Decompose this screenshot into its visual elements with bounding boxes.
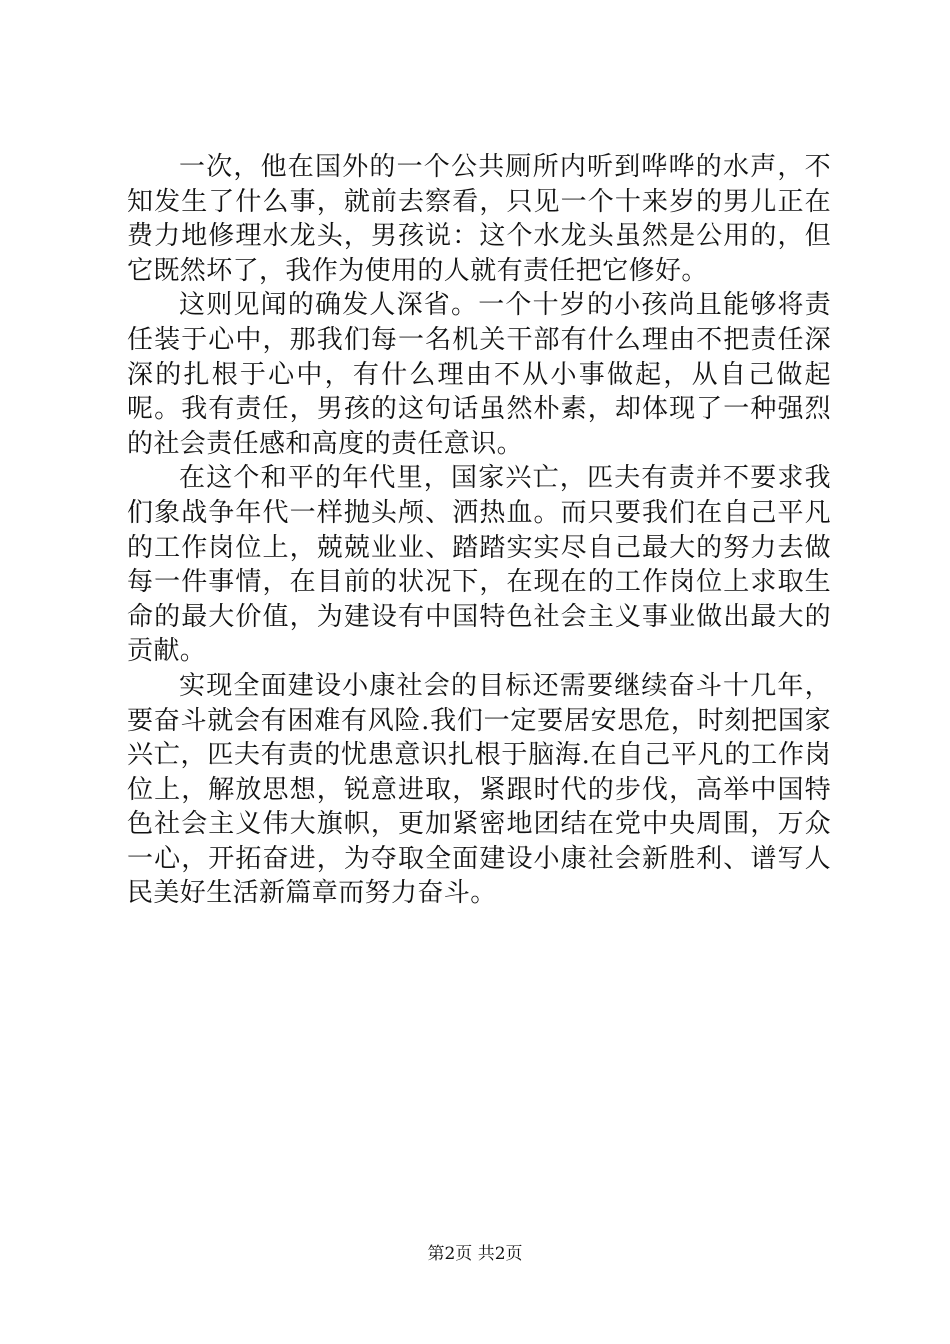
document-body bbox=[127, 150, 831, 911]
paragraph-3: 在这个和平的年代里，国家兴亡，匹夫有责并不要求我们象战争年代一样抛头颅、洒热血。而只要我们在自己平凡的工作岗位上，兢兢业业、踏踏实实尽自己最大的努力去做每一件事情，在目前的状况下，在现在的工作岗位上求取生命的最大价值，为建设有中国特色社会主义事业做出最大的贡献。 bbox=[127, 463, 831, 667]
paragraph-1: 一次，他在国外的一个公共厕所内听到哗哗的水声，不知发生了什么事，就前去察看，只见一个十来岁的男儿正在费力地修理水龙头，男孩说：这个水龙头虽然是公用的，但它既然坏了，我作为使用的人就有责任把它修好。 bbox=[127, 152, 831, 286]
page-number-label: 第2页 共2页 bbox=[427, 1244, 523, 1264]
page-footer bbox=[0, 1242, 950, 1266]
paragraph-4: 实现全面建设小康社会的目标还需要继续奋斗十几年，要奋斗就会有困难有风险.我们一定要居安思危，时刻把国家兴亡，匹夫有责的忧患意识扎根于脑海.在自己平凡的工作岗位上，解放思想，锐意进取，紧跟时代的步伐，高举中国特色社会主义伟大旗帜，更加紧密地团结在党中央周围，万众一心，开拓奋进，为夺取全面建设小康社会新胜利、谱写人民美好生活新篇章而努力奋斗。 bbox=[127, 670, 831, 909]
paragraph-2: 这则见闻的确发人深省。一个十岁的小孩尚且能够将责任装于心中，那我们每一名机关干部有什么理由不把责任深深的扎根于心中，有什么理由不从小事做起，从自己做起呢。我有责任，男孩的这句话虽然朴素，却体现了一种强烈的社会责任感和高度的责任意识。 bbox=[127, 290, 831, 459]
